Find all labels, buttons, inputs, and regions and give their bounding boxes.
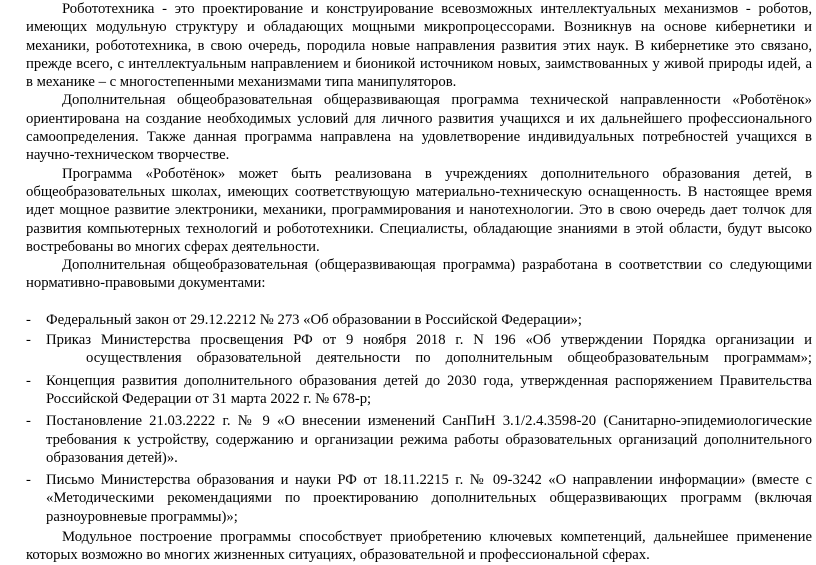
list-item-concept (26, 372, 812, 409)
paragraph-program-purpose: Дополнительная общеобразовательная общеразвивающая программа технической направленности «Роботёнок» ориентирована на создание необходимых условий для личного развития учащихся и их дальнейшего профессионального самоопределения. Также данная программа направлена на удовлетворение индивидуальных потребностей учащихся в научно-техническом творчестве. (26, 92, 812, 164)
list-item-ministry-order (26, 331, 812, 368)
list-item-text: Письмо Министерства образования и науки РФ от 18.11.2215 г. № 09-3242 «О направлении информации» (вместе с «Методическими рекомендациями по проектированию дополнительных общеразвивающих программ (включая разноуровневые программы)»; (46, 472, 812, 525)
list-item-text-line1: Приказ Министерства просвещения РФ от 9 ноября 2018 г. N 196 «Об утверждении Порядка организации и (46, 332, 812, 349)
paragraph-modular-structure: Модульное построение программы способствует приобретению ключевых компетенций, дальнейшее применение которых возможно во многих жизненных ситуациях, образовательной и профессиональной сферах. (26, 529, 812, 564)
paragraph-program-implementation: Программа «Роботёнок» может быть реализована в учреждениях дополнительного образования детей, в общеобразовательных школах, имеющих соответствующую материально-техническую оснащенность. В настоящее время идет мощное развитие электроники, механики, программирования и нанотехнологии. Это в свою очередь дает толчок для развития компьютерных технологий и робототехники. Специалисты, обладающие знаниями в этой области, будут высоко востребованы во многих сферах деятельности. (26, 165, 812, 255)
list-dash: - (26, 332, 31, 349)
list-dash: - (26, 372, 31, 389)
list-dash: - (26, 311, 31, 328)
paragraph-robotics-definition: Робототехника - это проектирование и конструирование всевозможных интеллектуальных механизмов - роботов, имеющих модульную структуру и обладающих мощными микропроцессорами. Возникнув на основе кибернетики и механики, робототехника, в свою очередь, породила новые направления развития этих наук. В кибернетике это связано, прежде всего, с интеллектуальным направлением и бионикой источником новых, заимствованных у живой природы идей, а в механике – с многостепенными механизмами типа манипуляторов. (26, 1, 812, 91)
list-item-federal-law (26, 311, 812, 329)
list-dash: - (26, 472, 31, 489)
list-item-text: Федеральный закон от 29.12.2212 № 273 «Об образовании в Российской Федерации»; (46, 311, 582, 328)
blank-line (26, 293, 812, 311)
list-dash: - (26, 413, 31, 430)
paragraph-legal-basis-intro: Дополнительная общеобразовательная (общеразвивающая программа) разработана в соответствии со следующими нормативно-правовыми документами: (26, 257, 812, 292)
list-item-text: Концепция развития дополнительного образования детей до 2030 года, утвержденная распоряжением Правительства Российской Федерации от 31 марта 2022 г. № 678-р; (46, 372, 812, 407)
list-item-resolution (26, 412, 812, 467)
list-item-ministry-letter (26, 471, 812, 526)
list-item-text: Постановление 21.03.2222 г. № 9 «О внесении изменений СанПиН 3.1/2.4.3598-20 (Санитарно-эпидемиологические требования к устройству, содержанию и организации режима работы образовательных организаций дополнительного образования детей)». (46, 413, 812, 466)
legal-documents-list (26, 311, 812, 526)
list-item-text-line2: осуществления образовательной деятельности по дополнительным общеобразовательным программам»; (86, 350, 812, 367)
